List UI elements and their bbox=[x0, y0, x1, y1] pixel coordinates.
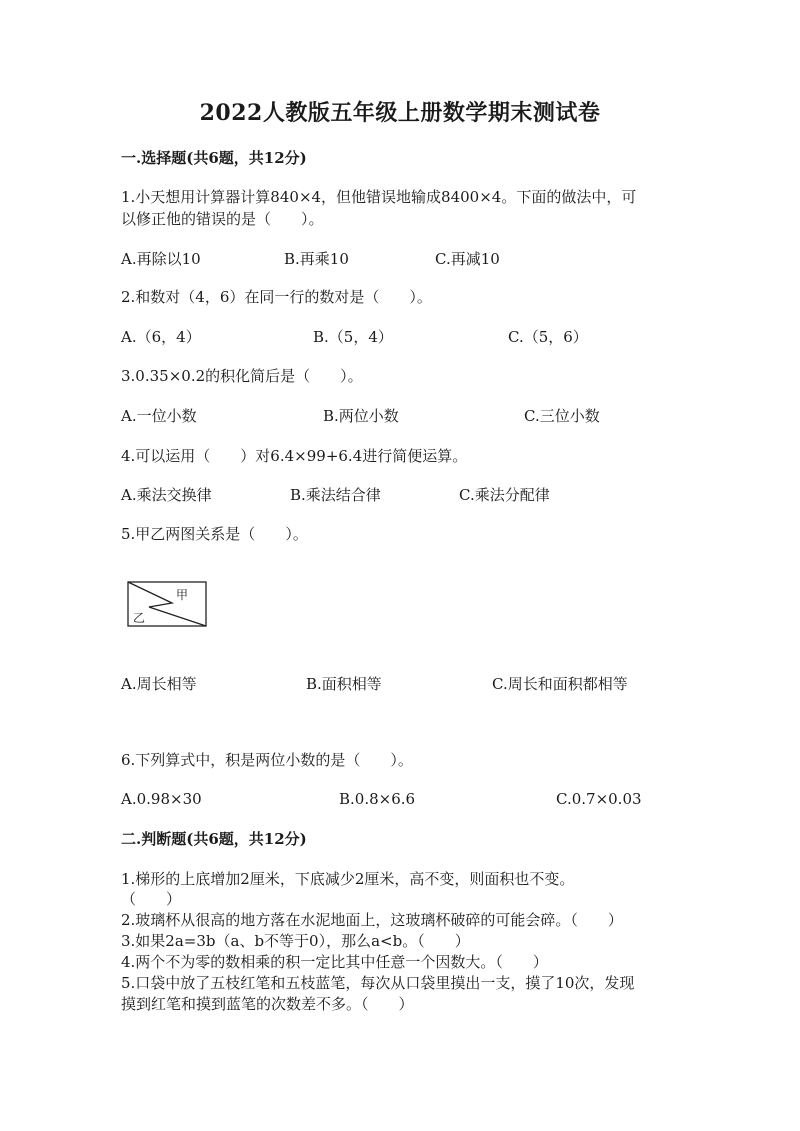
question-1-line-1: 1.小天想用计算器计算840×4，但他错误地输成8400×4。下面的做法中，可 bbox=[121, 188, 637, 206]
question-4-option-c: C.乘法分配律 bbox=[459, 486, 550, 504]
judgement-1-line-1: 1.梯形的上底增加2厘米，下底减少2厘米，高不变，则面积也不变。 bbox=[121, 870, 575, 888]
question-3-text: 3.0.35×0.2的积化简后是（ ）。 bbox=[121, 367, 363, 385]
judgement-4: 4.两个不为零的数相乘的积一定比其中任意一个因数大。（ ） bbox=[121, 953, 548, 971]
question-2-option-a: A.（6，4） bbox=[121, 328, 201, 346]
question-5-option-b: B.面积相等 bbox=[306, 675, 382, 693]
judgement-5-line-1: 5.口袋中放了五枝红笔和五枝蓝笔，每次从口袋里摸出一支，摸了10次，发现 bbox=[121, 974, 635, 992]
question-4-option-a: A.乘法交换律 bbox=[121, 486, 212, 504]
question-3-option-c: C.三位小数 bbox=[524, 407, 600, 425]
judgement-3: 3.如果2a=3b（a、b不等于0），那么a<b。（ ） bbox=[121, 932, 470, 950]
question-6-option-c: C.0.7×0.03 bbox=[556, 790, 642, 808]
question-5-option-a: A.周长相等 bbox=[121, 675, 197, 693]
page-title: 2022人教版五年级上册数学期末测试卷 bbox=[199, 100, 601, 126]
question-6-text: 6.下列算式中，积是两位小数的是（ ）。 bbox=[121, 751, 413, 769]
question-5-figure bbox=[127, 581, 209, 629]
question-6-option-a: A.0.98×30 bbox=[121, 790, 202, 808]
judgement-1-line-2: （ ） bbox=[121, 890, 182, 908]
question-2-option-c: C.（5，6） bbox=[508, 328, 588, 346]
question-3-option-b: B.两位小数 bbox=[323, 407, 399, 425]
question-4-option-b: B.乘法结合律 bbox=[290, 486, 381, 504]
question-1-line-2: 以修正他的错误的是（ ）。 bbox=[121, 210, 324, 228]
question-6-option-b: B.0.8×6.6 bbox=[339, 790, 416, 808]
question-2-text: 2.和数对（4，6）在同一行的数对是（ ）。 bbox=[121, 288, 432, 306]
question-3-option-a: A.一位小数 bbox=[121, 407, 197, 425]
judgement-5-line-2: 摸到红笔和摸到蓝笔的次数差不多。（ ） bbox=[121, 995, 414, 1013]
question-1-option-b: B.再乘10 bbox=[284, 250, 349, 268]
question-1-option-c: C.再减10 bbox=[435, 250, 500, 268]
figure-label-jia: 甲 bbox=[176, 588, 189, 602]
judgement-2: 2.玻璃杯从很高的地方落在水泥地面上，这玻璃杯破碎的可能会碎。（ ） bbox=[121, 911, 623, 929]
question-5-option-c: C.周长和面积都相等 bbox=[492, 675, 628, 693]
question-1-option-a: A.再除以10 bbox=[121, 250, 201, 268]
question-5-text: 5.甲乙两图关系是（ ）。 bbox=[121, 525, 308, 543]
figure-label-yi: 乙 bbox=[133, 611, 146, 625]
question-2-option-b: B.（5，4） bbox=[313, 328, 393, 346]
question-4-text: 4.可以运用（ ）对6.4×99+6.4进行简便运算。 bbox=[121, 447, 468, 465]
section-heading-choice: 一.选择题(共6题，共12分) bbox=[121, 149, 307, 167]
section-heading-judgement: 二.判断题(共6题，共12分) bbox=[121, 830, 307, 848]
